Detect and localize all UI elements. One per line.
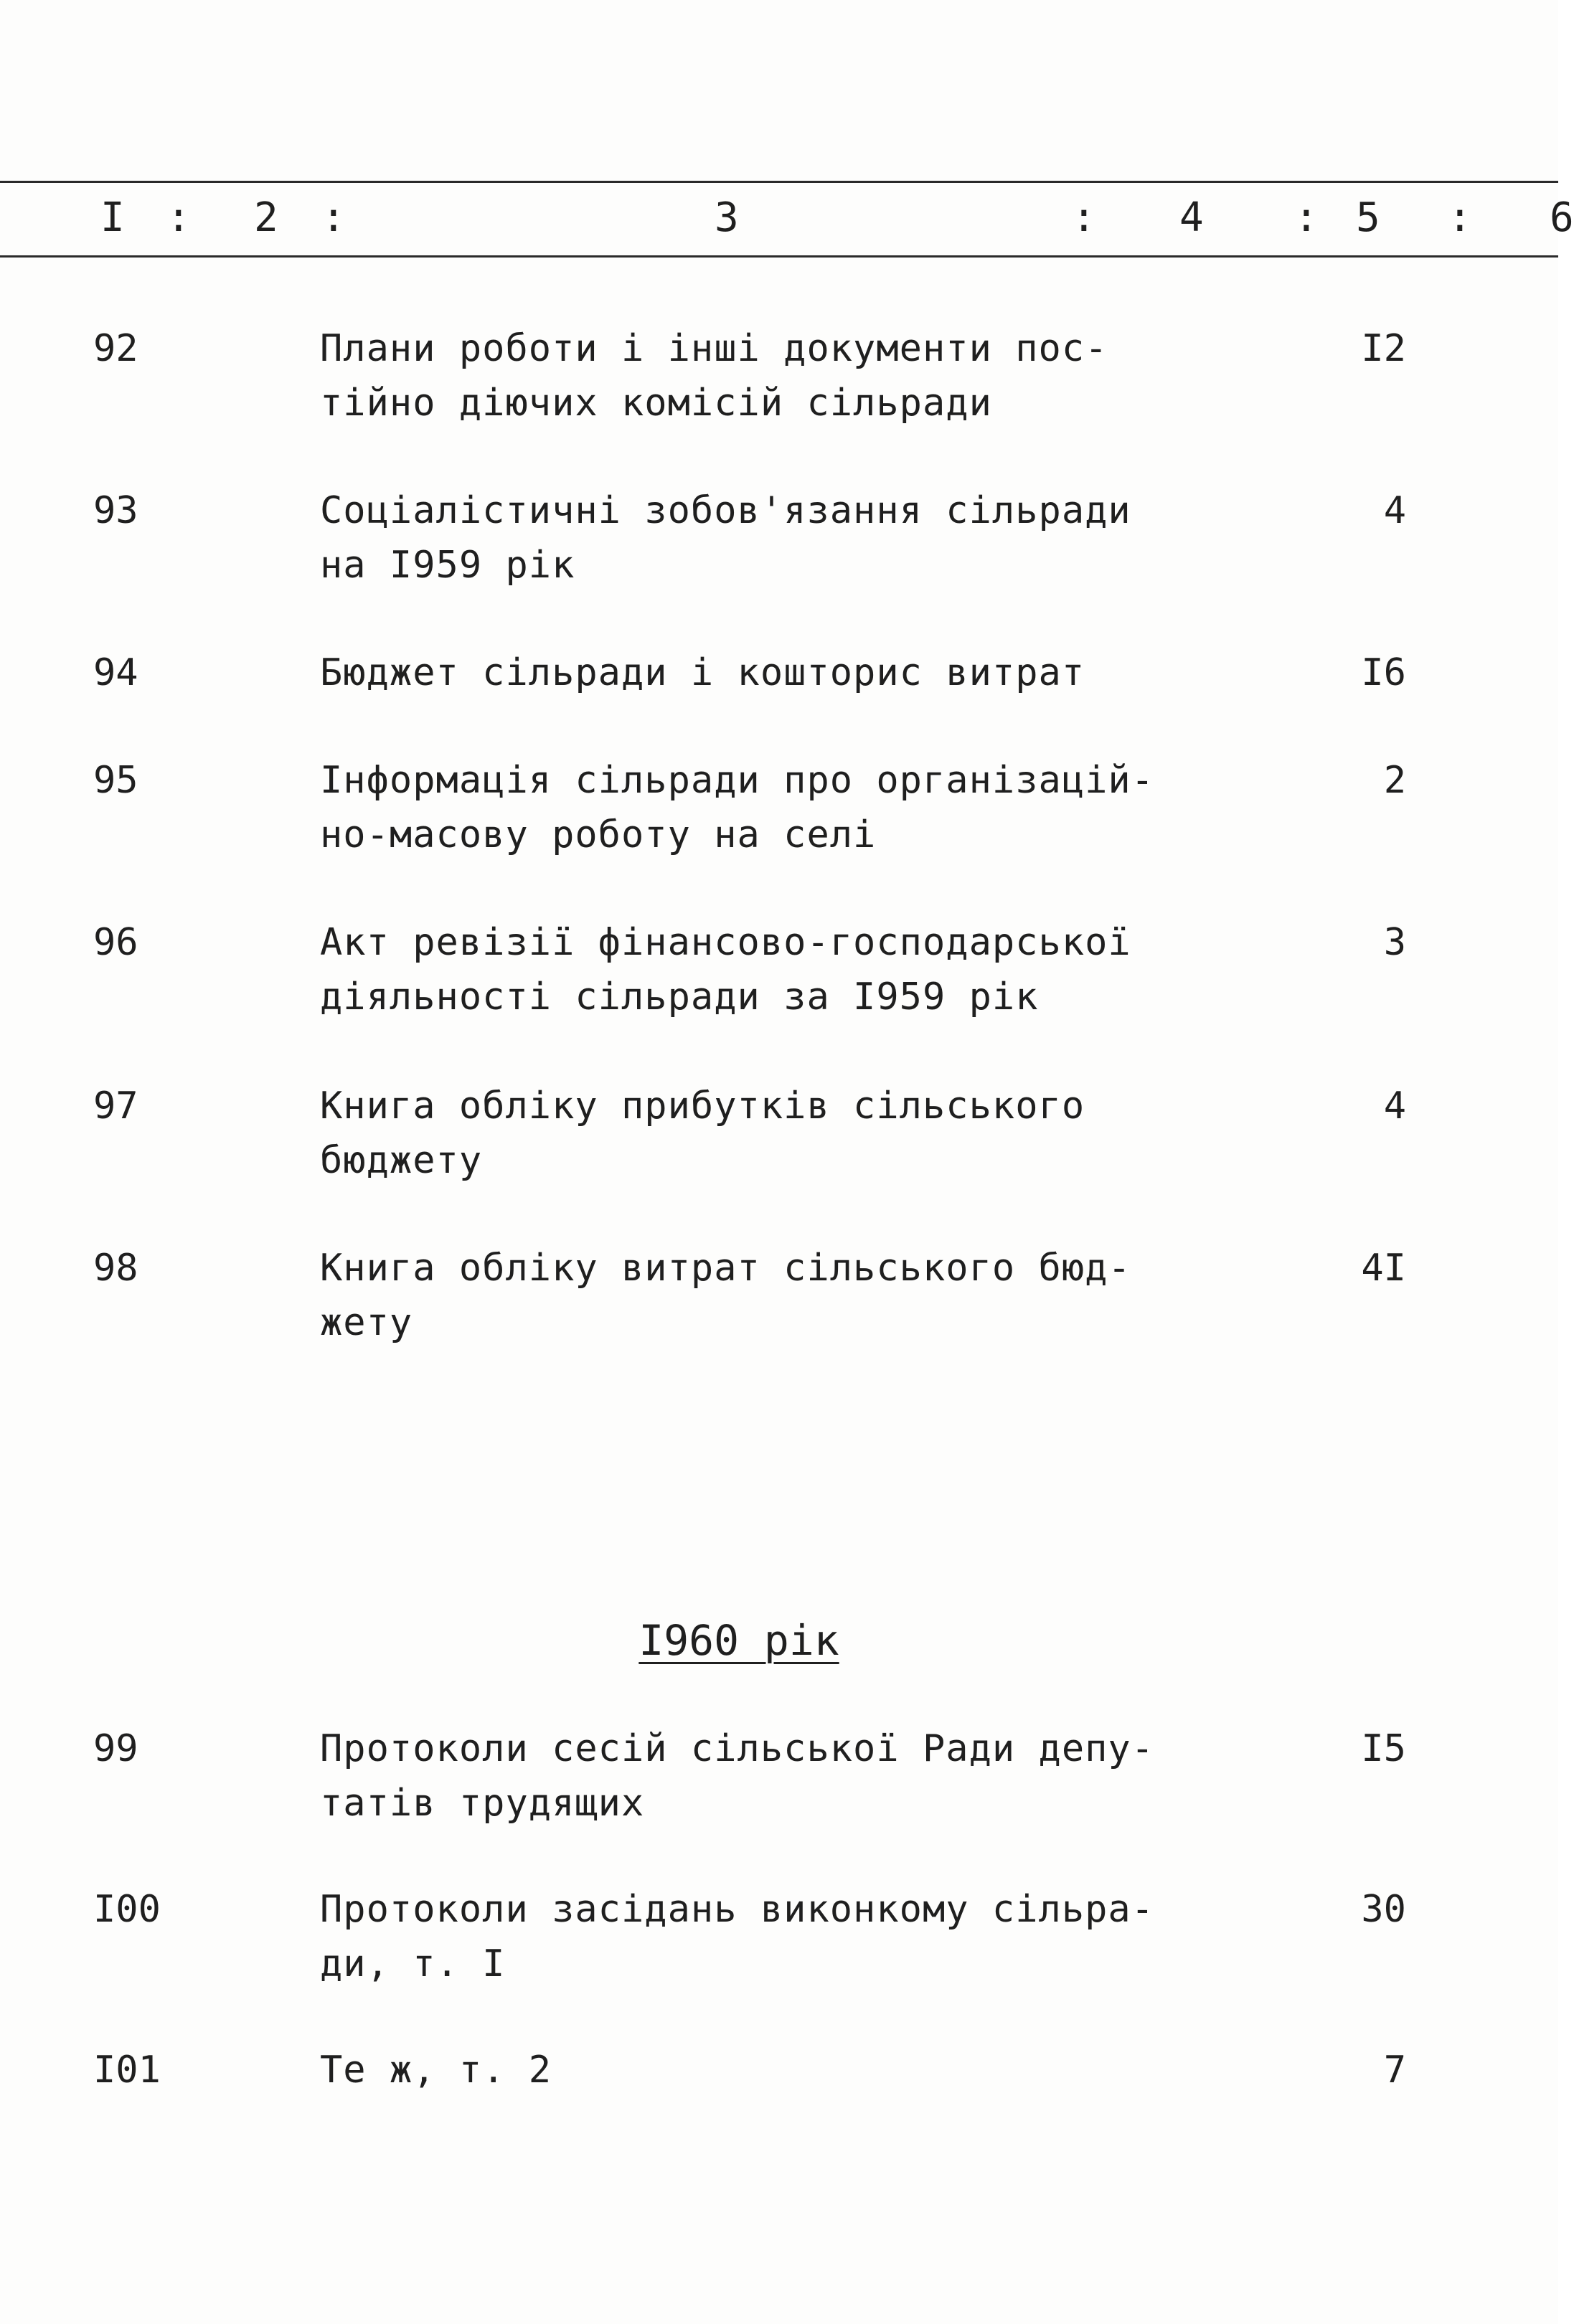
file-title-line: но-масову роботу на селі — [320, 813, 877, 856]
file-title-line: Акт ревізії фінансово-господарської — [320, 921, 1131, 964]
file-number: 96 — [93, 921, 138, 964]
header-col-4: 4 — [1179, 194, 1204, 241]
header-col-6: 6 — [1550, 194, 1574, 241]
file-number: 92 — [93, 327, 138, 370]
file-number: 97 — [93, 1085, 138, 1128]
header-col-5: 5 — [1356, 194, 1380, 241]
sheet-count: I5 — [1361, 1727, 1406, 1770]
sheet-count: 7 — [1383, 2049, 1406, 2092]
header-separator: : — [1448, 194, 1472, 241]
section-year-heading — [0, 1615, 1478, 1666]
file-title-line: Те ж, т. 2 — [320, 2049, 552, 2092]
sheet-count: 4 — [1383, 489, 1406, 532]
file-number: I01 — [93, 2049, 161, 2092]
file-title — [320, 1721, 1155, 1831]
file-title — [320, 753, 1155, 862]
sheet-count: 4I — [1361, 1247, 1406, 1290]
sheet-count: 30 — [1361, 1888, 1406, 1931]
file-title — [320, 1241, 1138, 1350]
file-title-line: Соціалістичні зобов'язання сільради — [320, 489, 1131, 532]
file-title — [320, 1882, 1155, 1991]
header-separator: : — [1294, 194, 1319, 241]
file-title-line: бюджету — [320, 1139, 483, 1182]
year-heading-text: I960 рік — [638, 1616, 839, 1665]
sheet-count: I2 — [1361, 327, 1406, 370]
sheet-count: I6 — [1361, 651, 1406, 694]
sheet-count: 3 — [1383, 921, 1406, 964]
file-title-line: Книга обліку прибутків сільського — [320, 1085, 1085, 1128]
file-title-line: Протоколи засідань виконкому сільра- — [320, 1888, 1155, 1931]
file-title — [320, 2043, 1138, 2097]
header-separator: : — [321, 194, 346, 241]
file-title-line: жету — [320, 1301, 413, 1344]
table-header-bottom-rule — [0, 255, 1558, 258]
file-number: I00 — [93, 1888, 161, 1931]
header-col-1: I — [100, 194, 125, 241]
header-col-3: 3 — [715, 194, 739, 241]
header-separator: : — [1072, 194, 1096, 241]
file-number: 98 — [93, 1247, 138, 1290]
header-separator: : — [166, 194, 191, 241]
file-number: 94 — [93, 651, 138, 694]
file-title-line: Книга обліку витрат сільського бюд- — [320, 1247, 1131, 1290]
file-title — [320, 646, 1138, 700]
file-title — [320, 1079, 1138, 1188]
file-title-line: Інформація сільради про організацій- — [320, 759, 1155, 802]
sheet-count: 4 — [1383, 1085, 1406, 1128]
file-number: 95 — [93, 759, 138, 802]
header-col-2: 2 — [254, 194, 278, 241]
file-number: 93 — [93, 489, 138, 532]
file-title — [320, 321, 1138, 430]
file-title-line: татів трудящих — [320, 1782, 645, 1825]
file-title-line: Протоколи сесій сільської Ради депу- — [320, 1727, 1155, 1770]
file-title-line: тійно діючих комісій сільради — [320, 382, 992, 425]
file-title-line: діяльності сільради за I959 рік — [320, 976, 1039, 1019]
file-title — [320, 915, 1138, 1024]
file-number: 99 — [93, 1727, 138, 1770]
file-title-line: Плани роботи і інші документи пос- — [320, 327, 1108, 370]
file-title-line: ди, т. I — [320, 1942, 506, 1985]
file-title — [320, 483, 1138, 592]
file-title-line: Бюджет сільради і кошторис витрат — [320, 651, 1085, 694]
table-header-top-rule — [0, 181, 1558, 183]
sheet-count: 2 — [1383, 759, 1406, 802]
file-title-line: на I959 рік — [320, 544, 575, 587]
